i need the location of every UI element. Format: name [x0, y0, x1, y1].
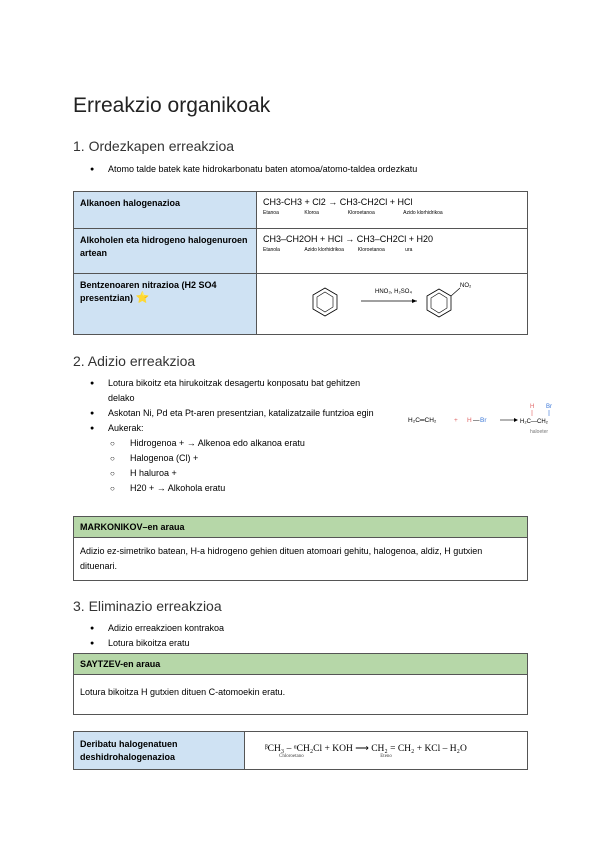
compound-name: Azido klorhidrikoa — [304, 247, 344, 253]
compound-name: Azido klorhidrikoa — [403, 210, 443, 216]
list-item: ● Lotura bikoitza eratu — [90, 636, 224, 651]
compound-names — [263, 210, 521, 216]
nitrobenzene-inner-ring-icon — [431, 293, 447, 313]
reagents-label: HNO₃, H₂SO₄ — [375, 289, 412, 295]
rule-heading: SAYTZEV-en araua — [74, 654, 527, 675]
annotation: Eteno — [380, 753, 392, 759]
list-item: ● Atomo talde batek kate hidrokarbonatu baten atomoa/atomo-taldea ordezkatu — [90, 162, 417, 177]
section-2-heading: 2. Adizio erreakzioa — [73, 353, 196, 369]
list-item: ● Lotura bikoitz eta hirukoitzak desagertu konposatu bat gehitzen delako — [90, 376, 380, 406]
compound-name: Kloroetanoa — [357, 247, 385, 253]
row-equation-cell — [245, 732, 528, 770]
rule-body: Adizio ez-simetriko batean, H-a hidrogeno gehien dituen atomoari gehitu, halogenoa, aldiz, H gutxien dituenari. — [80, 546, 483, 571]
table-row — [74, 732, 528, 770]
options-container — [90, 436, 380, 496]
addition-diagram — [408, 400, 598, 440]
row-label — [74, 274, 257, 335]
row-equation-cell — [257, 229, 528, 274]
table-row — [74, 274, 528, 335]
plus-sign: + — [454, 417, 458, 424]
product-h-label: H — [530, 404, 535, 410]
section-3-bullets — [90, 621, 224, 651]
rule-heading: MARKONIKOV–en araua — [74, 517, 527, 538]
product-chain: H₂C—CH₂ — [520, 419, 548, 425]
bromine-label: Br — [480, 417, 487, 424]
compound-name: Etanoa — [263, 210, 279, 216]
substitution-table — [73, 191, 528, 335]
list-item: ● Aukerak: — [90, 421, 380, 436]
equation: CH3-CH3 + Cl2 → CH3-CH2Cl + HCl — [263, 197, 413, 207]
equation-annotations — [265, 754, 507, 759]
options-list — [90, 436, 380, 496]
row-label: Alkanoen halogenazioa — [74, 192, 257, 229]
section-1-heading: 1. Ordezkapen erreakzioa — [73, 138, 235, 154]
star-icon: ⭐ — [135, 292, 150, 304]
arrow-head-icon — [412, 299, 417, 303]
compound-name: Etanola — [263, 247, 280, 253]
arrow-head-icon — [514, 418, 518, 422]
list-item: ● Adizio erreakzioen kontrakoa — [90, 621, 224, 636]
table-row — [74, 229, 528, 274]
list-item: ○ Hidrogenoa + → Alkenoa edo alkanoa eratu — [110, 436, 380, 451]
section-2-bullets — [90, 376, 380, 496]
nitration-diagram-cell — [257, 274, 528, 335]
compound-name: ura — [405, 247, 413, 253]
list-item: ○ Halogenoa (Cl) + — [110, 451, 380, 466]
list-item: ○ H haluroa + — [110, 466, 380, 481]
product-caption: haloeter — [530, 429, 549, 435]
nitro-group-label: NO₂ — [460, 283, 472, 289]
row-label: Alkoholen eta hidrogeno halogenuroen artean — [74, 229, 257, 274]
row-label: Deribatu halogenatuen deshidrohalogenazioa — [74, 732, 245, 770]
page-title: Erreakzio organikoak — [73, 94, 271, 117]
rule-body: Lotura bikoitza H gutxien dituen C-atomoekin eratu. — [80, 687, 286, 697]
compound-name: Kloroetanoa — [347, 210, 375, 216]
saytzev-rule-box — [73, 653, 528, 715]
section-3-heading: 3. Eliminazio erreakzioa — [73, 598, 222, 614]
equation: CH3–CH2OH + HCl → CH3–CH2Cl + H20 — [263, 234, 434, 244]
benzene-inner-ring-icon — [317, 292, 333, 312]
bond-dash: — — [473, 417, 480, 424]
product-br-label: Br — [546, 404, 552, 410]
compound-name: Kloroa — [304, 210, 319, 216]
compound-names — [263, 247, 521, 253]
equation: ᵝCH₃ – ᵅCH₂Cl + KOH ⟶ CH₂ = CH₂ + KCl – H₂O — [265, 743, 467, 754]
nitration-diagram — [257, 274, 527, 332]
annotation: Chloroetano — [279, 753, 304, 759]
table-row — [74, 192, 528, 229]
markovnikov-rule-box — [73, 516, 528, 581]
row-label-text: Bentzenoaren nitrazioa (H2 SO4 presentzian) — [80, 280, 217, 303]
hydrogen-label: H — [467, 417, 472, 424]
list-item: ● Askotan Ni, Pd eta Pt-aren presentzian, katalizatzaile funtzioa egin — [90, 406, 380, 421]
row-equation-cell — [257, 192, 528, 229]
dehydrohalogenation-table — [73, 731, 528, 770]
bond-line — [451, 288, 460, 296]
list-item: ○ H20 + → Alkohola eratu — [110, 481, 380, 496]
section-1-bullets — [90, 162, 417, 177]
reactant-ethene: H₂C═CH₂ — [408, 417, 437, 424]
